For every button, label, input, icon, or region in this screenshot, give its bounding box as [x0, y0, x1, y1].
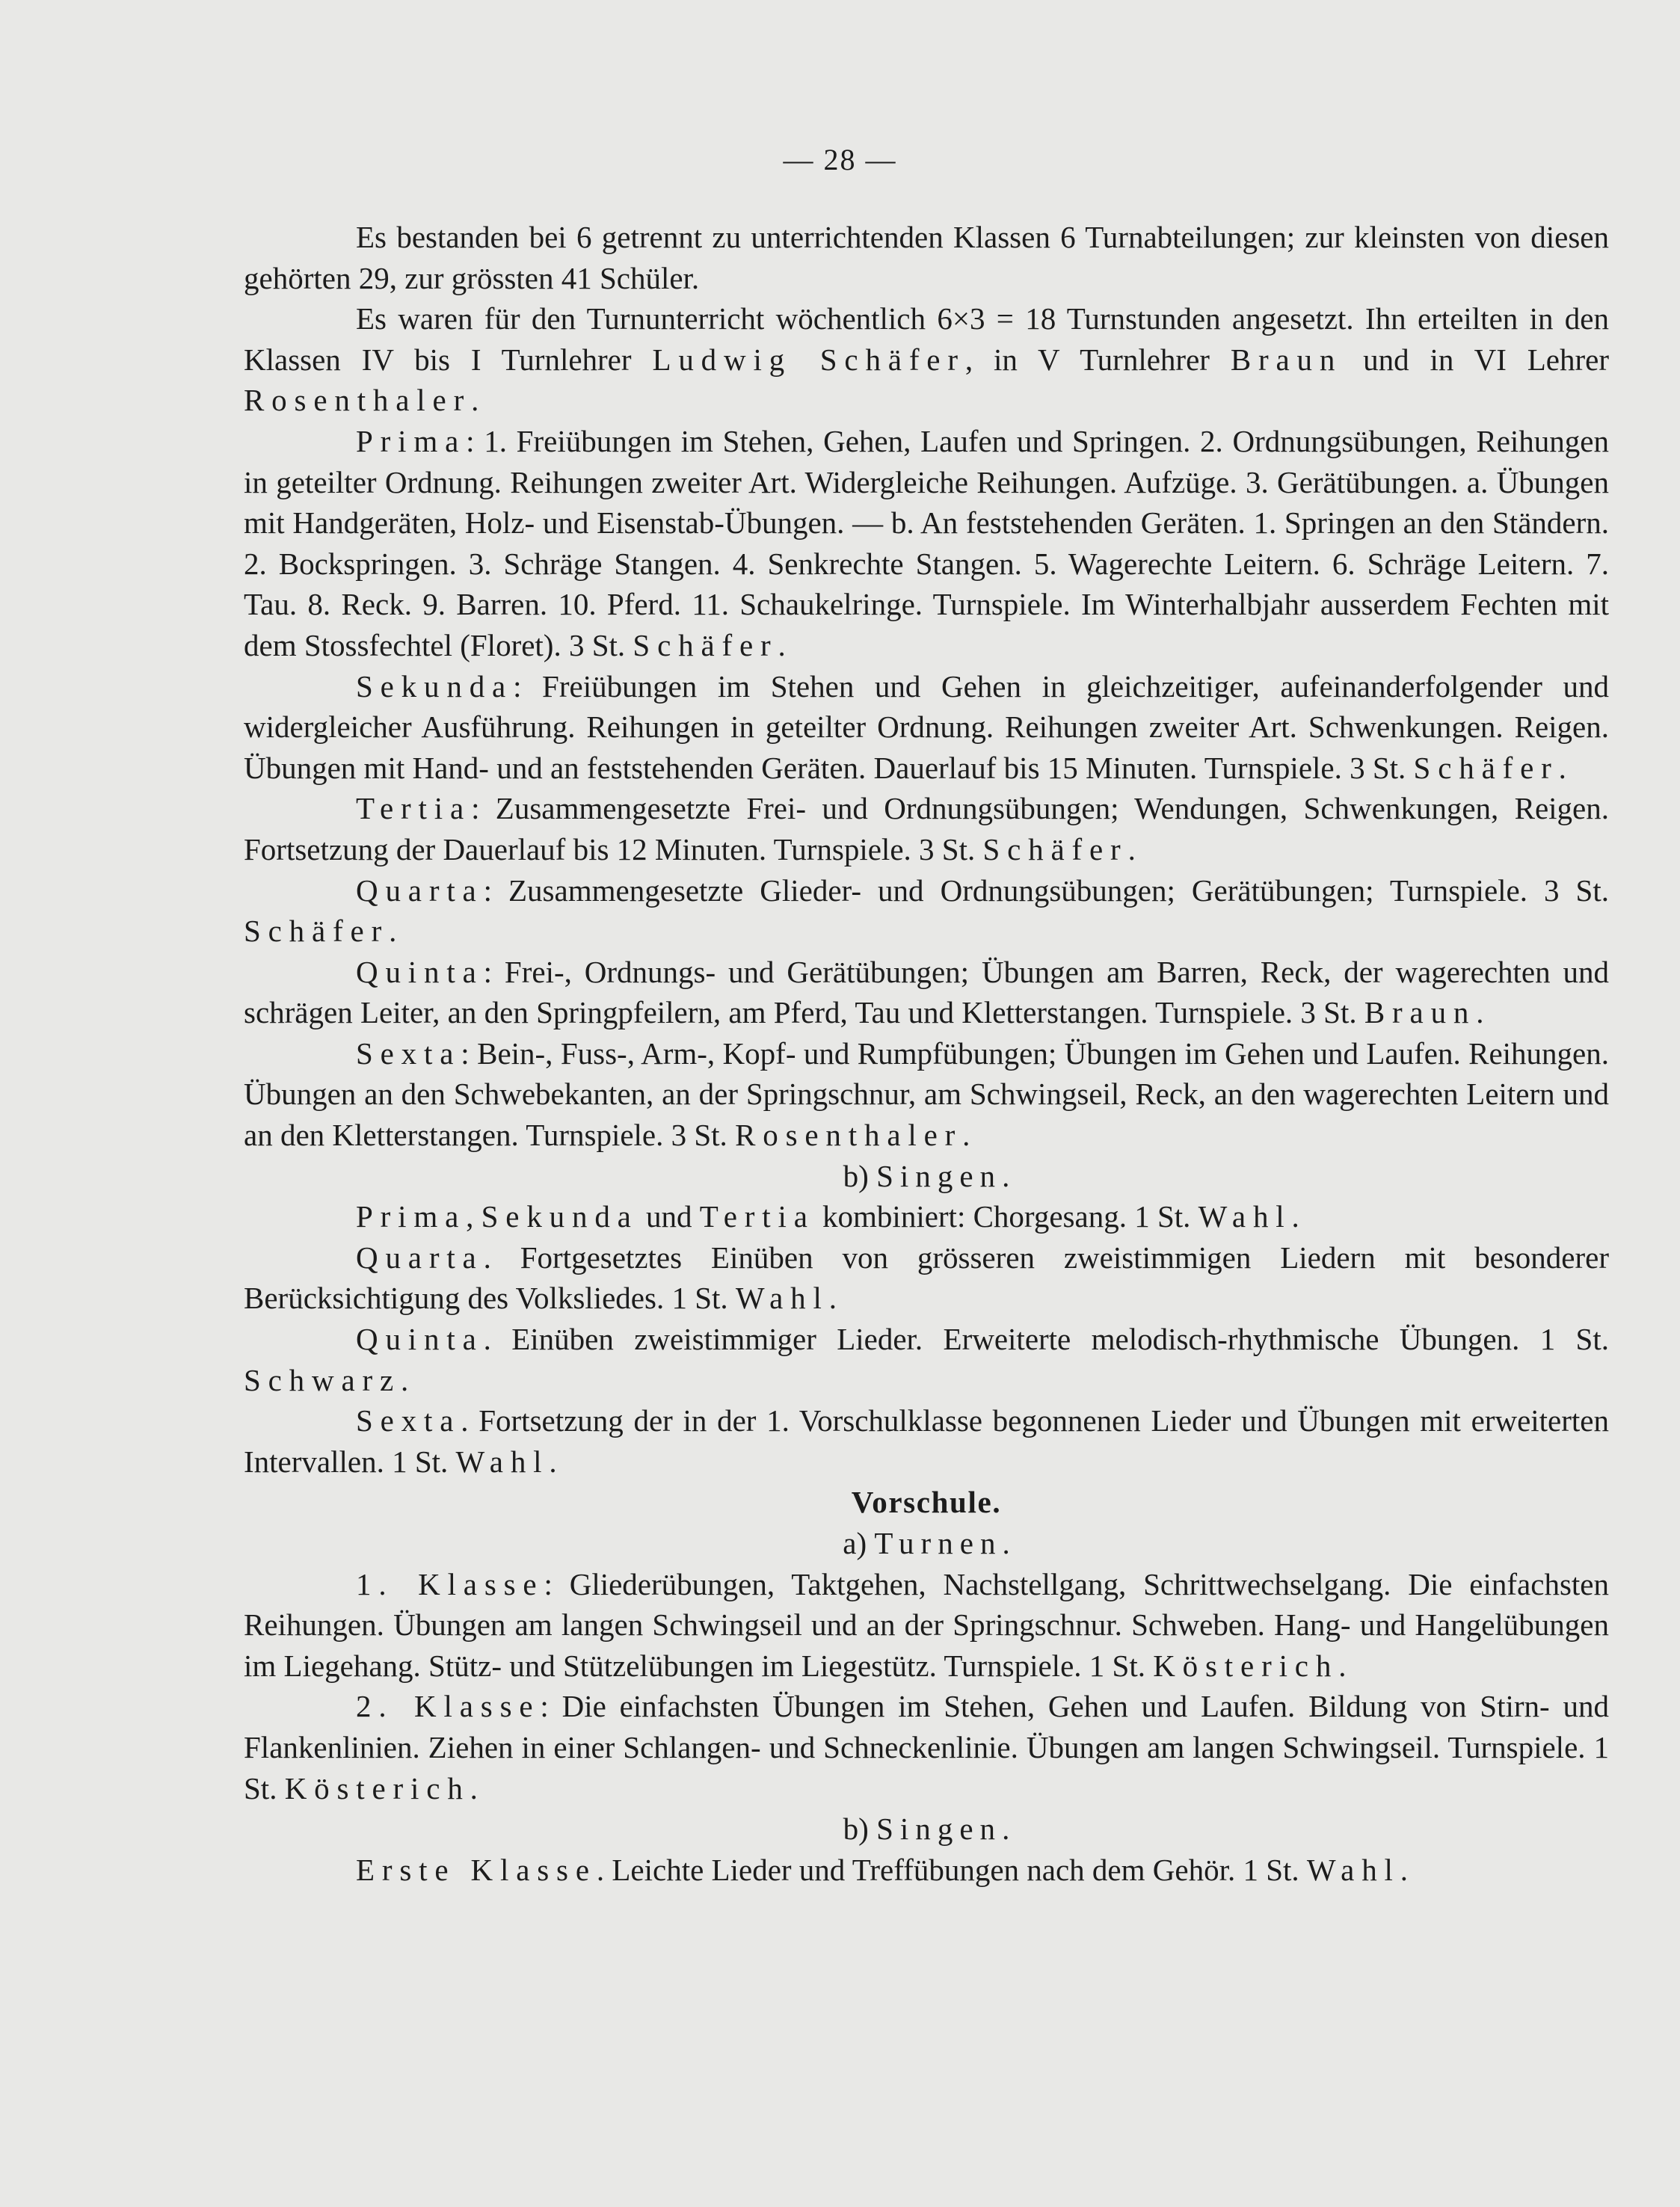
heading-prefix: a)	[843, 1526, 875, 1560]
section-heading-singen-vorschule	[244, 1809, 1609, 1850]
heading-title: Singen	[876, 1158, 1003, 1193]
punctuation: .	[1127, 831, 1136, 867]
paragraph-quarta	[244, 870, 1609, 952]
paragraph-erste-klasse	[244, 1850, 1609, 1891]
class-text: : Die einfachsten Übungen im Stehen, Gehen und Laufen. Bildung von Stirn- und Flankenlinien. Ziehen in einer Schlangen- und Schneckenlinie. Übungen am langen Schwingseil. Turnspiele. 1 St.	[244, 1689, 1609, 1806]
class-label: Sexta	[356, 1403, 461, 1438]
punctuation: .	[1558, 750, 1566, 785]
class-label: Quinta	[356, 954, 484, 989]
teachers-text: , in V Turnlehrer	[964, 342, 1231, 377]
punctuation: .	[1002, 1812, 1010, 1847]
class-label: Tertia	[699, 1199, 815, 1234]
page-number: — 28 —	[783, 143, 897, 176]
teacher-name: Ludwig Schäfer	[652, 342, 965, 377]
punctuation: .	[1476, 995, 1484, 1030]
paragraph-singen-quinta	[244, 1319, 1609, 1400]
class-label: Quinta	[356, 1322, 484, 1357]
class-label: Quarta	[356, 872, 484, 908]
class-text: : Bein-, Fuss-, Arm-, Kopf- und Rumpfübungen; Übungen im Gehen und Laufen. Reihungen. Übungen an den Schwebekanten, an der Springschnur, am Schwingseil, Reck, an den wagerechten Leitern und an den Kletterstangen. Turnspiele. 3 St.	[244, 1035, 1609, 1153]
punctuation: .	[1002, 1158, 1010, 1193]
paragraph-klasse-1	[244, 1564, 1609, 1687]
paragraph-singen-sexta	[244, 1400, 1609, 1482]
punctuation: .	[1291, 1199, 1299, 1234]
teacher-name: Wahl	[1306, 1852, 1400, 1887]
class-label: 1. Klasse	[356, 1566, 544, 1601]
paragraph-prima	[244, 421, 1609, 666]
paragraph-teachers	[244, 298, 1609, 421]
punctuation: .	[1400, 1852, 1409, 1887]
class-text: und	[638, 1199, 700, 1234]
section-heading-vorschule: Vorschule.	[851, 1485, 1002, 1520]
teacher-name: Rosenthaler	[244, 383, 472, 418]
class-text: : Zusammengesetzte Frei- und Ordnungsübungen; Wendungen, Schwenkungen, Reigen. Fortsetzung der Dauerlauf bis 12 Minuten. Turnspiele. 3 St.	[244, 791, 1609, 867]
paragraph-singen-prima-sekunda-tertia	[244, 1196, 1609, 1237]
class-text: . Einüben zweistimmiger Lieder. Erweiterte melodisch-rhythmische Übungen. 1 St.	[483, 1322, 1609, 1357]
teacher-name: Rosenthaler	[735, 1118, 963, 1153]
section-heading-singen	[244, 1156, 1609, 1197]
heading-prefix: b)	[843, 1812, 877, 1847]
class-label: Prima	[356, 423, 467, 458]
class-text: : Frei-, Ordnungs- und Gerätübungen; Übungen am Barren, Reck, der wagerechten und schrägen Leiter, an den Springpfeilern, am Pferd, Tau und Kletterstangen. Turnspiele. 3 St.	[244, 954, 1609, 1030]
punctuation: .	[778, 627, 786, 662]
class-text: : Freiübungen im Stehen und Gehen in gleichzeitiger, aufeinanderfolgender und widergleicher Ausführung. Reihungen in geteilter Ordnung. Reihungen zweiter Art. Schwenkungen. Reigen. Übungen mit Hand- und an feststehenden Geräten. Dauerlauf bis 15 Minuten. Turnspiele. 3 St.	[244, 668, 1609, 785]
class-text: : 1. Freiübungen im Stehen, Gehen, Laufen und Springen. 2. Ordnungsübungen, Reihungen in geteilter Ordnung. Reihungen zweiter Art. Widergleiche Reihungen. Aufzüge. 3. Gerätübungen. a. Übungen mit Handgeräten, Holz- und Eisenstab-Übungen. — b. An feststehenden Geräten. 1. Springen an den Ständern. 2. Bockspringen. 3. Schräge Stangen. 4. Senkrechte Stangen. 5. Wagerechte Leitern. 6. Schräge Leitern. 7. Tau. 8. Reck. 9. Barren. 10. Pferd. 11. Schaukelringe. Turnspiele. Im Winterhalbjahr ausserdem Fechten mit dem Stossfechtel (Floret). 3 St.	[244, 423, 1609, 662]
punctuation: .	[1002, 1526, 1010, 1560]
heading-title: Turnen	[874, 1526, 1003, 1560]
teachers-text: und in VI Lehrer	[1342, 342, 1609, 377]
teacher-name: Wahl	[1198, 1199, 1292, 1234]
class-text: : Zusammengesetzte Glieder- und Ordnungsübungen; Gerätübungen; Turnspiele. 3 St.	[483, 872, 1609, 908]
teacher-name: Wahl	[735, 1281, 829, 1316]
class-text: . Fortgesetztes Einüben von grösseren zweistimmigen Liedern mit besonderer Berücksichtigung des Volksliedes. 1 St.	[244, 1240, 1609, 1316]
teacher-name: Kösterich	[284, 1770, 470, 1806]
teacher-name: Schäfer	[633, 627, 778, 662]
paragraph-sexta	[244, 1033, 1609, 1156]
teacher-name: Wahl	[455, 1444, 550, 1479]
class-label: Sexta	[356, 1035, 461, 1071]
teacher-name: Kösterich	[1153, 1648, 1339, 1683]
punctuation: ,	[466, 1199, 481, 1234]
class-text: . Fortsetzung der in der 1. Vorschulklasse begonnenen Lieder und Übungen mit erweiterten Intervallen. 1 St.	[244, 1403, 1609, 1479]
paragraph-singen-quarta	[244, 1237, 1609, 1319]
punctuation: .	[1338, 1648, 1347, 1683]
punctuation: .	[470, 1770, 478, 1806]
class-label: Quarta	[356, 1240, 484, 1275]
punctuation: .	[962, 1118, 970, 1153]
class-label: Sekunda	[356, 668, 514, 704]
body-text	[244, 217, 1609, 1890]
paragraph-quinta	[244, 952, 1609, 1033]
class-label: Sekunda	[481, 1199, 639, 1234]
punctuation: .	[549, 1444, 557, 1479]
section-heading-turnen	[244, 1523, 1609, 1564]
teachers-text: Es waren für den Turnunterricht wöchentlich 6×3 = 18 Turnstunden angesetzt. Ihn erteilten in den Klassen IV bis I Turnlehrer	[244, 301, 1609, 377]
class-label: 2. Klasse	[356, 1689, 541, 1724]
heading-title: Singen	[876, 1812, 1003, 1847]
teacher-name: Schäfer	[982, 831, 1128, 867]
teacher-name: Schäfer	[244, 914, 390, 949]
paragraph-klasse-2	[244, 1686, 1609, 1809]
class-text: : Gliederübungen, Taktgehen, Nachstellgang, Schrittwechselgang. Die einfachsten Reihungen. Übungen am langen Schwingseil und an der Springschnur. Schweben. Hang- und Hangelübungen im Liegehang. Stütz- und Stützelübungen im Liegestütz. Turnspiele. 1 St.	[244, 1566, 1609, 1683]
paragraph-divisions: Es bestanden bei 6 getrennt zu unterrichtenden Klassen 6 Turnabteilungen; zur kleinsten von diesen gehörten 29, zur grössten 41 Schüler.	[244, 220, 1609, 295]
heading-prefix: b)	[843, 1158, 877, 1193]
punctuation: .	[401, 1362, 409, 1397]
teacher-name: Braun	[1364, 995, 1477, 1030]
class-text: . Leichte Lieder und Treffübungen nach dem Gehör. 1 St.	[596, 1852, 1307, 1887]
class-label: Erste Klasse	[356, 1852, 597, 1887]
punctuation: .	[389, 914, 397, 949]
punctuation: .	[828, 1281, 837, 1316]
class-label: Tertia	[356, 791, 472, 826]
teacher-name: Schwarz	[244, 1362, 401, 1397]
class-text: kombiniert: Chorgesang. 1 St.	[814, 1199, 1199, 1234]
class-label: Prima	[356, 1199, 467, 1234]
teacher-name: Braun	[1230, 342, 1343, 377]
paragraph-tertia	[244, 788, 1609, 869]
punctuation: .	[471, 383, 479, 418]
teacher-name: Schäfer	[1413, 750, 1559, 785]
paragraph-sekunda	[244, 666, 1609, 789]
